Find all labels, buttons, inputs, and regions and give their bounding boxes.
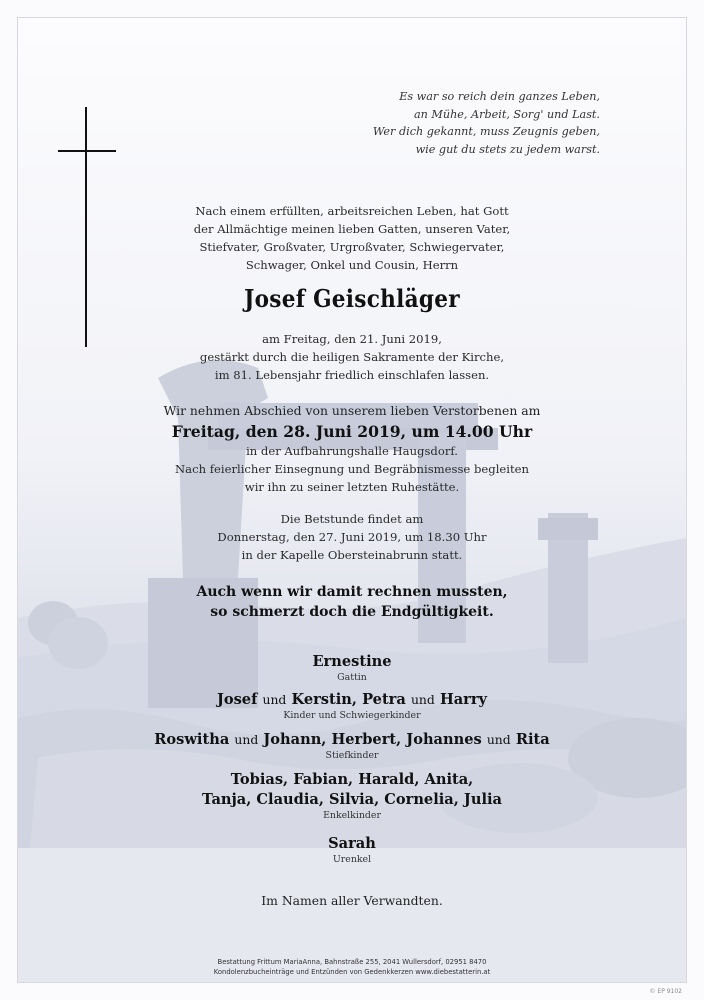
funeral-info-line: in der Aufbahrungshalle Haugsdorf. [246, 444, 458, 458]
funeral-info [100, 442, 604, 496]
intro-text [100, 202, 604, 274]
child-name: Kerstin, Petra [291, 691, 406, 708]
intro-line: Nach einem erfüllten, arbeitsreichen Leben, hat Gott [195, 204, 509, 218]
wife-name: Ernestine [312, 653, 392, 670]
prayer-info-line: Die Betstunde findet am [280, 512, 424, 526]
greatgrandchild-relation: Urenkel [332, 854, 372, 865]
funeral-info-line: wir ihn zu seiner letzten Ruhestätte. [244, 480, 460, 494]
conjunction: und [410, 692, 435, 707]
poem-line: Es war so reich dein ganzes Leben, [399, 90, 600, 103]
cross-icon [85, 107, 87, 347]
farewell-intro: Wir nehmen Abschied von unserem lieben Verstorbenen am [163, 403, 541, 418]
stepchild-name: Rita [515, 731, 550, 748]
intro-line: Stiefvater, Großvater, Urgroßvater, Schwiegervater, [199, 240, 505, 254]
prayer-info-line: Donnerstag, den 27. Juni 2019, um 18.30 Uhr [217, 530, 487, 544]
family-wife [100, 652, 604, 684]
children-names [100, 690, 604, 710]
poem-line: Wer dich gekannt, muss Zeugnis geben, [372, 125, 600, 139]
prayer-info [100, 510, 604, 564]
footer-line: Kondolenzbucheinträge und Entzünden von Gedenkkerzen www.diebestatterin.at [213, 968, 491, 976]
death-info [100, 330, 604, 384]
stepchild-name: Johann, Herbert, Johannes [263, 731, 482, 748]
death-info-line: gestärkt durch die heiligen Sakramente der Kirche, [199, 350, 505, 364]
poem-line: an Mühe, Arbeit, Sorg' und Last. [414, 107, 600, 121]
death-info-line: am Freitag, den 21. Juni 2019, [262, 332, 442, 346]
grandchildren-line: Tanja, Claudia, Silvia, Cornelia, Julia [202, 791, 502, 808]
conjunction: und [262, 692, 287, 707]
family-grandchildren [100, 770, 604, 822]
prayer-info-line: in der Kapelle Obersteinabrunn statt. [241, 548, 463, 562]
greatgrandchild-name: Sarah [328, 835, 376, 852]
intro-line: Schwager, Onkel und Cousin, Herrn [245, 258, 459, 272]
funeral-date: Freitag, den 28. Juni 2019, um 14.00 Uhr [171, 422, 533, 441]
family-stepchildren [100, 730, 604, 762]
conjunction: und [486, 732, 511, 747]
conjunction: und [234, 732, 259, 747]
child-name: Josef [216, 691, 258, 708]
quote [100, 582, 604, 622]
closing-text: Im Namen aller Verwandten. [261, 893, 443, 908]
wife-relation: Gattin [337, 672, 367, 683]
grandchildren-relation: Enkelkinder [323, 810, 381, 821]
children-relation: Kinder und Schwiegerkinder [283, 710, 421, 721]
stepchild-name: Roswitha [154, 731, 230, 748]
deceased-name-wrap [100, 284, 604, 313]
death-info-line: im 81. Lebensjahr friedlich einschlafen lassen. [214, 368, 490, 382]
stepchildren-relation: Stiefkinder [325, 750, 379, 761]
child-name: Harry [439, 691, 488, 708]
poem [340, 88, 600, 158]
quote-line: so schmerzt doch die Endgültigkeit. [210, 604, 494, 620]
family-children [100, 690, 604, 722]
quote-line: Auch wenn wir damit rechnen mussten, [196, 584, 508, 600]
family-greatgrandchild [100, 834, 604, 866]
poem-line: wie gut du stets zu jedem warst. [415, 142, 600, 156]
footer-line: Bestattung Frittum MariaAnna, Bahnstraße 255, 2041 Wullersdorf, 02951 8470 [217, 958, 487, 966]
grandchildren-line: Tobias, Fabian, Harald, Anita, [230, 771, 474, 788]
footer [100, 957, 604, 977]
deceased-name: Josef Geischläger [244, 284, 460, 313]
document-code: © EP 9102 [649, 988, 682, 995]
funeral-info-line: Nach feierlicher Einsegnung und Begräbnismesse begleiten [175, 462, 529, 476]
stepchildren-names [100, 730, 604, 750]
cross-icon-bar [58, 150, 116, 152]
intro-line: der Allmächtige meinen lieben Gatten, unseren Vater, [193, 222, 511, 236]
